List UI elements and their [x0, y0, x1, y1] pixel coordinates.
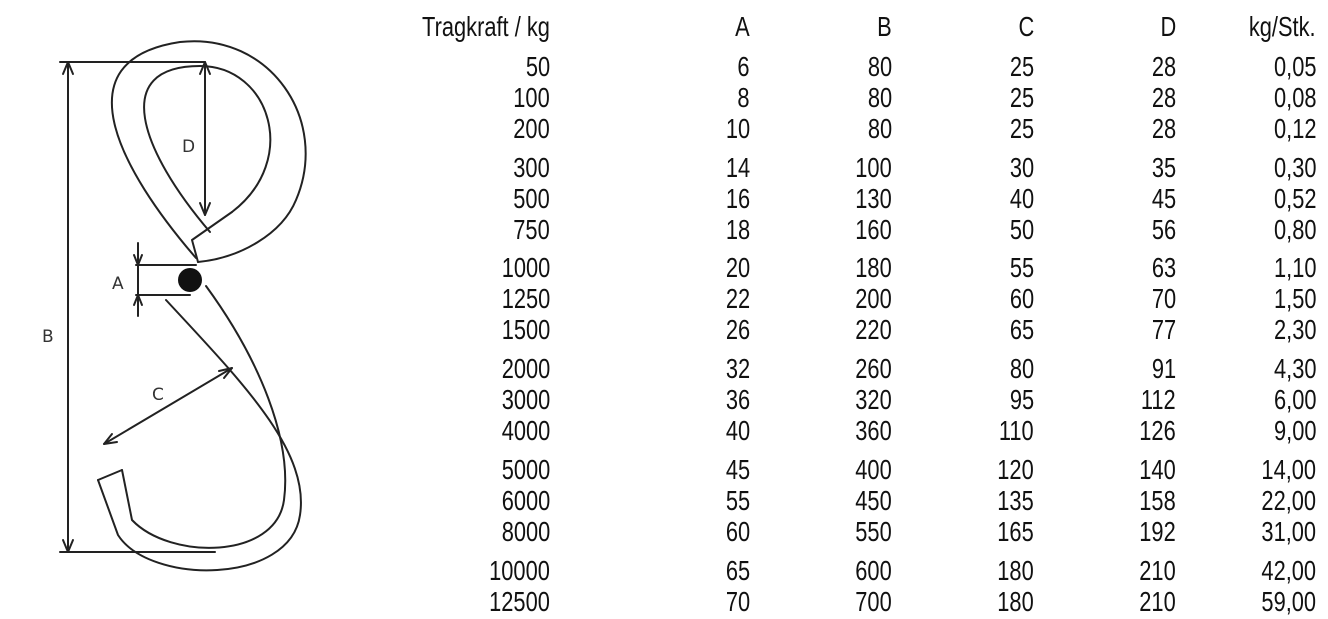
cell-b: 450: [855, 485, 892, 516]
table-row: [360, 82, 1328, 113]
table-row: [360, 252, 1328, 283]
cell-a: 40: [725, 415, 750, 446]
cell-a: 32: [725, 353, 750, 384]
cell-weight: 0,05: [1273, 51, 1316, 82]
specifications-table: [360, 0, 1328, 619]
table-row: [360, 384, 1328, 415]
cell-c: 65: [1009, 314, 1034, 345]
cell-a: 70: [725, 586, 750, 617]
cell-b: 80: [867, 82, 892, 113]
cell-d: 70: [1151, 283, 1176, 314]
table-row: [360, 454, 1328, 485]
cell-weight: 9,00: [1273, 415, 1316, 446]
cell-a: 45: [725, 454, 750, 485]
wire-cross-section: [178, 268, 202, 292]
cell-c: 25: [1009, 113, 1034, 144]
cell-d: 45: [1151, 183, 1176, 214]
cell-d: 192: [1139, 516, 1176, 547]
cell-a: 65: [725, 555, 750, 586]
cell-tragkraft: 8000: [501, 516, 550, 547]
hook-lower-outer: [98, 300, 301, 570]
cell-weight: 22,00: [1261, 485, 1316, 516]
cell-d: 126: [1139, 415, 1176, 446]
cell-tragkraft: 500: [513, 183, 550, 214]
cell-a: 14: [725, 152, 750, 183]
table-header: [360, 11, 1328, 42]
cell-tragkraft: 300: [513, 152, 550, 183]
cell-b: 200: [855, 283, 892, 314]
hook-lower-tip: [98, 470, 122, 480]
table-row: [360, 314, 1328, 345]
table-row: [360, 516, 1328, 547]
table-row: [360, 214, 1328, 245]
table-row: [360, 555, 1328, 586]
cell-d: 63: [1151, 252, 1176, 283]
cell-weight: 42,00: [1261, 555, 1316, 586]
label-c: C: [152, 385, 164, 405]
label-b: B: [42, 327, 54, 347]
cell-b: 80: [867, 51, 892, 82]
cell-d: 210: [1139, 555, 1176, 586]
cell-c: 135: [997, 485, 1034, 516]
cell-c: 55: [1009, 252, 1034, 283]
cell-d: 56: [1151, 214, 1176, 245]
header-d: D: [1160, 11, 1176, 42]
cell-weight: 0,08: [1273, 82, 1316, 113]
cell-c: 95: [1009, 384, 1034, 415]
cell-b: 700: [855, 586, 892, 617]
cell-tragkraft: 4000: [501, 415, 550, 446]
cell-weight: 0,52: [1273, 183, 1316, 214]
cell-d: 112: [1141, 384, 1176, 415]
cell-d: 28: [1151, 82, 1176, 113]
cell-a: 6: [737, 51, 750, 82]
table-row: [360, 183, 1328, 214]
hook-upper-inner: [144, 66, 270, 232]
cell-c: 25: [1009, 51, 1034, 82]
cell-c: 30: [1009, 152, 1034, 183]
table-row: [360, 152, 1328, 183]
cell-weight: 1,50: [1273, 283, 1316, 314]
cell-c: 25: [1009, 82, 1034, 113]
cell-tragkraft: 50: [525, 51, 550, 82]
cell-tragkraft: 5000: [501, 454, 550, 485]
cell-a: 20: [725, 252, 750, 283]
cell-a: 10: [725, 113, 750, 144]
table-row: [360, 586, 1328, 617]
cell-c: 50: [1009, 214, 1034, 245]
cell-a: 36: [725, 384, 750, 415]
cell-weight: 0,12: [1273, 113, 1316, 144]
cell-b: 600: [855, 555, 892, 586]
cell-a: 55: [725, 485, 750, 516]
cell-d: 210: [1139, 586, 1176, 617]
cell-a: 8: [737, 82, 750, 113]
cell-weight: 31,00: [1261, 516, 1316, 547]
cell-weight: 0,80: [1273, 214, 1316, 245]
cell-b: 160: [855, 214, 892, 245]
cell-d: 28: [1151, 51, 1176, 82]
hook-upper-tip: [192, 212, 232, 262]
cell-b: 130: [855, 183, 892, 214]
header-tragkraft: Tragkraft / kg: [422, 11, 550, 42]
cell-c: 60: [1009, 283, 1034, 314]
cell-b: 360: [855, 415, 892, 446]
cell-weight: 0,30: [1273, 152, 1316, 183]
cell-weight: 4,30: [1273, 353, 1316, 384]
cell-c: 110: [999, 415, 1034, 446]
table-row: [360, 283, 1328, 314]
hook-lower-inner: [122, 286, 285, 548]
cell-c: 120: [997, 454, 1034, 485]
cell-c: 165: [997, 516, 1034, 547]
cell-d: 140: [1139, 454, 1176, 485]
cell-c: 180: [997, 586, 1034, 617]
cell-b: 100: [855, 152, 892, 183]
cell-weight: 1,10: [1273, 252, 1316, 283]
cell-weight: 59,00: [1261, 586, 1316, 617]
label-d: D: [182, 137, 196, 157]
cell-a: 22: [725, 283, 750, 314]
cell-weight: 2,30: [1273, 314, 1316, 345]
cell-d: 77: [1151, 314, 1176, 345]
table-row: [360, 113, 1328, 144]
cell-a: 16: [725, 183, 750, 214]
cell-b: 400: [855, 454, 892, 485]
cell-b: 320: [855, 384, 892, 415]
cell-c: 80: [1009, 353, 1034, 384]
cell-d: 158: [1139, 485, 1176, 516]
cell-b: 220: [855, 314, 892, 345]
table-row: [360, 415, 1328, 446]
cell-tragkraft: 1250: [501, 283, 550, 314]
cell-c: 40: [1009, 183, 1034, 214]
table-row: [360, 485, 1328, 516]
cell-tragkraft: 200: [513, 113, 550, 144]
header-weight: kg/Stk.: [1249, 11, 1316, 42]
cell-weight: 14,00: [1261, 454, 1316, 485]
table-row: [360, 51, 1328, 82]
cell-weight: 6,00: [1273, 384, 1316, 415]
cell-tragkraft: 3000: [501, 384, 550, 415]
dim-c-line: [104, 368, 232, 444]
cell-a: 26: [725, 314, 750, 345]
table-row: [360, 353, 1328, 384]
cell-tragkraft: 1000: [501, 252, 550, 283]
cell-a: 18: [725, 214, 750, 245]
cell-tragkraft: 10000: [489, 555, 550, 586]
cell-c: 180: [997, 555, 1034, 586]
s-hook-drawing: [0, 0, 360, 619]
header-b: B: [877, 11, 892, 42]
cell-tragkraft: 750: [513, 214, 550, 245]
cell-d: 91: [1151, 353, 1176, 384]
s-hook-diagram: [0, 0, 360, 619]
cell-b: 180: [855, 252, 892, 283]
cell-tragkraft: 12500: [489, 586, 550, 617]
cell-tragkraft: 2000: [501, 353, 550, 384]
header-c: C: [1018, 11, 1034, 42]
cell-b: 260: [855, 353, 892, 384]
cell-tragkraft: 6000: [501, 485, 550, 516]
cell-tragkraft: 100: [513, 82, 550, 113]
cell-tragkraft: 1500: [501, 314, 550, 345]
cell-d: 35: [1151, 152, 1176, 183]
cell-b: 80: [867, 113, 892, 144]
cell-d: 28: [1151, 113, 1176, 144]
header-a: A: [735, 11, 750, 42]
cell-b: 550: [855, 516, 892, 547]
cell-a: 60: [725, 516, 750, 547]
label-a: A: [112, 274, 124, 294]
